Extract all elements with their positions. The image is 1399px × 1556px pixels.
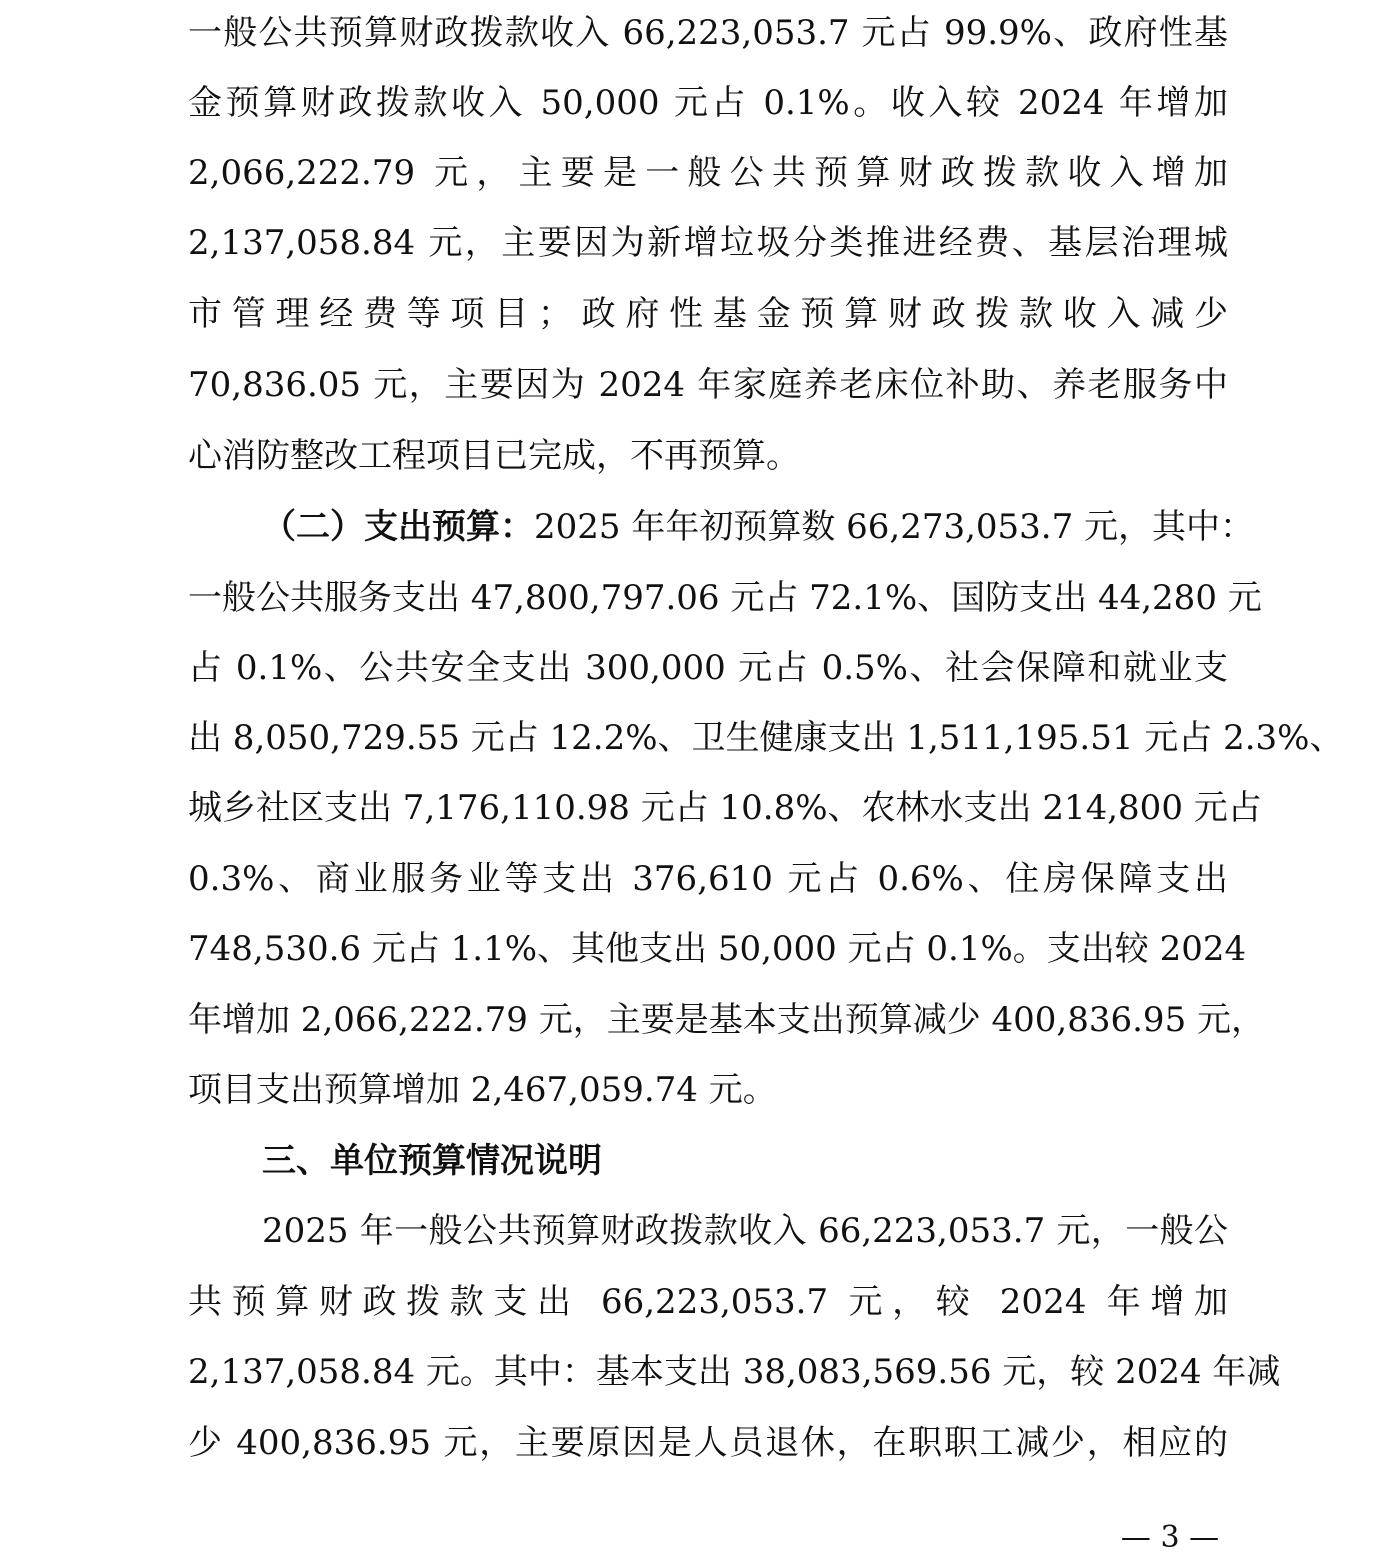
body-line-1: 一般公共预算财政拨款收入 66,223,053.7 元占 99.9%、政府性基 <box>188 13 1228 53</box>
body-line-4: 2,137,058.84 元，主要因为新增垃圾分类推进经费、基层治理城 <box>188 223 1228 263</box>
body-line-7: 心消防整改工程项目已完成，不再预算。 <box>188 436 800 476</box>
body-line-15: 年增加 2,066,222.79 元，主要是基本支出预算减少 400,836.95 元， <box>188 1000 1266 1040</box>
body-line-11: 出 8,050,729.55 元占 12.2%、卫生健康支出 1,511,195.51 元占 2.3%、 <box>188 718 1344 758</box>
section-expenditure-budget-line <box>262 497 1255 557</box>
body-line-14: 748,530.6 元占 1.1%、其他支出 50,000 元占 0.1%。支出较 2024 <box>188 929 1247 969</box>
body-line-19: 共预算财政拨款支出 66,223,053.7 元，较 2024 年增加 <box>188 1282 1228 1322</box>
section-heading-expenditure-budget: （二）支出预算： <box>262 507 534 547</box>
body-line-10: 占 0.1%、公共安全支出 300,000 元占 0.5%、社会保障和就业支 <box>188 648 1228 688</box>
section-expenditure-budget-text: 2025 年年初预算数 66,273,053.7 元，其中： <box>534 507 1255 547</box>
section-heading-unit-budget: 三、单位预算情况说明 <box>262 1141 602 1181</box>
page-number: — 3 — <box>1120 1520 1220 1555</box>
body-line-16: 项目支出预算增加 2,467,059.74 元。 <box>188 1070 777 1110</box>
body-line-21: 少 400,836.95 元，主要原因是人员退休，在职职工减少，相应的 <box>188 1423 1228 1463</box>
body-line-3: 2,066,222.79 元，主要是一般公共预算财政拨款收入增加 <box>188 153 1228 193</box>
body-line-12: 城乡社区支出 7,176,110.98 元占 10.8%、农林水支出 214,800 元占 <box>188 788 1262 828</box>
body-line-6: 70,836.05 元，主要因为 2024 年家庭养老床位补助、养老服务中 <box>188 365 1228 405</box>
body-line-13: 0.3%、商业服务业等支出 376,610 元占 0.6%、住房保障支出 <box>188 859 1228 899</box>
body-line-20: 2,137,058.84 元。其中：基本支出 38,083,569.56 元，较 2024 年减 <box>188 1352 1281 1392</box>
body-line-2: 金预算财政拨款收入 50,000 元占 0.1%。收入较 2024 年增加 <box>188 83 1228 123</box>
body-line-5: 市管理经费等项目；政府性基金预算财政拨款收入减少 <box>188 294 1228 334</box>
body-line-18: 2025 年一般公共预算财政拨款收入 66,223,053.7 元，一般公 <box>262 1211 1228 1251</box>
body-line-9: 一般公共服务支出 47,800,797.06 元占 72.1%、国防支出 44,280 元 <box>188 578 1262 618</box>
